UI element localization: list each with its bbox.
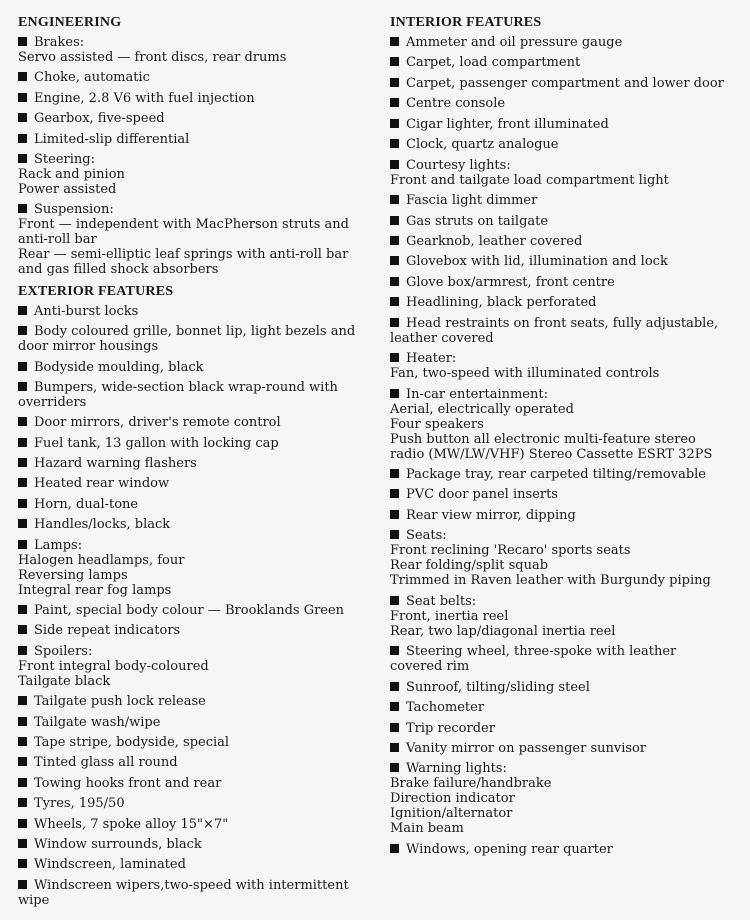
square-bullet-icon bbox=[18, 382, 27, 391]
feature-item bbox=[18, 35, 370, 65]
feature-item bbox=[390, 193, 730, 208]
feature-item bbox=[390, 35, 730, 50]
feature-item bbox=[390, 594, 730, 639]
feature-item bbox=[18, 878, 370, 908]
feature-item bbox=[390, 721, 730, 736]
feature-detail: Halogen headlamps, four bbox=[18, 552, 185, 568]
square-bullet-icon bbox=[390, 236, 399, 245]
feature-label: Fuel tank, 13 gallon with locking cap bbox=[34, 435, 279, 451]
feature-item bbox=[18, 360, 370, 375]
feature-label: Ammeter and oil pressure gauge bbox=[406, 35, 623, 50]
feature-item bbox=[18, 324, 370, 354]
feature-detail: Front — independent with MacPherson struts and anti-roll bar bbox=[18, 217, 349, 248]
feature-label: Tailgate push lock release bbox=[34, 694, 206, 710]
feature-label: Tinted glass all round bbox=[34, 755, 178, 771]
feature-label: Warning lights: bbox=[406, 761, 507, 777]
feature-detail: Rear — semi-elliptic leaf springs with anti-roll bar and gas filled shock absorbers bbox=[18, 247, 349, 278]
feature-detail: Rear, two lap/diagonal inertia reel bbox=[390, 623, 616, 639]
square-bullet-icon bbox=[390, 37, 399, 46]
feature-label: Side repeat indicators bbox=[34, 623, 181, 639]
feature-label: Horn, dual-tone bbox=[34, 496, 139, 512]
feature-detail: Push button all electronic multi-feature stereo radio (MW/LW/VHF) Stereo Cassette ESRT 32PS bbox=[390, 431, 713, 462]
feature-item bbox=[390, 254, 730, 269]
feature-label: Paint, special body colour — Brooklands Green bbox=[34, 603, 345, 619]
feature-label: Fascia light dimmer bbox=[406, 193, 538, 209]
square-bullet-icon bbox=[390, 119, 399, 128]
square-bullet-icon bbox=[390, 389, 399, 398]
feature-label: Clock, quartz analogue bbox=[406, 137, 559, 153]
feature-item bbox=[390, 644, 730, 674]
feature-detail: Four speakers bbox=[390, 416, 484, 432]
square-bullet-icon bbox=[18, 113, 27, 122]
square-bullet-icon bbox=[18, 605, 27, 614]
feature-detail: Ignition/alternator bbox=[390, 806, 513, 822]
feature-label: Choke, automatic bbox=[34, 70, 150, 86]
square-bullet-icon bbox=[390, 646, 399, 655]
feature-label: Seats: bbox=[406, 528, 447, 544]
feature-label: Courtesy lights: bbox=[406, 157, 511, 173]
feature-label: Gearknob, leather covered bbox=[406, 233, 583, 249]
square-bullet-icon bbox=[18, 72, 27, 81]
feature-item bbox=[390, 76, 730, 91]
feature-detail: Power assisted bbox=[18, 181, 117, 197]
feature-label: Sunroof, tilting/sliding steel bbox=[406, 679, 590, 695]
feature-label: Hazard warning flashers bbox=[34, 456, 197, 472]
feature-detail: Trimmed in Raven leather with Burgundy piping bbox=[390, 573, 711, 589]
square-bullet-icon bbox=[390, 318, 399, 327]
square-bullet-icon bbox=[390, 277, 399, 286]
feature-item bbox=[18, 817, 370, 832]
feature-detail: Front, inertia reel bbox=[390, 608, 509, 624]
section-engineering bbox=[18, 14, 370, 277]
right-column bbox=[390, 14, 730, 862]
feature-label: Head restraints on front seats, fully adjustable, leather covered bbox=[390, 315, 719, 346]
feature-detail: Direction indicator bbox=[390, 791, 515, 807]
feature-label: Heated rear window bbox=[34, 476, 170, 492]
feature-item bbox=[390, 234, 730, 249]
feature-detail: Front reclining 'Recaro' sports seats bbox=[390, 543, 631, 559]
feature-item bbox=[18, 644, 370, 689]
feature-item bbox=[390, 158, 730, 188]
feature-item bbox=[390, 137, 730, 152]
section-heading: EXTERIOR FEATURES bbox=[18, 283, 174, 299]
square-bullet-icon bbox=[18, 880, 27, 889]
feature-item bbox=[390, 741, 730, 756]
square-bullet-icon bbox=[18, 778, 27, 787]
square-bullet-icon bbox=[390, 160, 399, 169]
feature-item bbox=[18, 517, 370, 532]
square-bullet-icon bbox=[390, 844, 399, 853]
section-exterior-features bbox=[18, 283, 370, 908]
feature-detail: Rear folding/split squab bbox=[390, 558, 549, 574]
feature-item bbox=[390, 96, 730, 111]
square-bullet-icon bbox=[18, 859, 27, 868]
feature-item bbox=[18, 152, 370, 197]
feature-label: Rear view mirror, dipping bbox=[406, 507, 576, 523]
feature-label: Handles/locks, black bbox=[34, 517, 171, 533]
feature-item bbox=[18, 380, 370, 410]
feature-item bbox=[390, 700, 730, 715]
feature-label: Windscreen, laminated bbox=[34, 857, 186, 873]
square-bullet-icon bbox=[18, 362, 27, 371]
feature-label: Tachometer bbox=[406, 700, 485, 716]
feature-label: Gas struts on tailgate bbox=[406, 213, 549, 229]
square-bullet-icon bbox=[18, 625, 27, 634]
square-bullet-icon bbox=[18, 478, 27, 487]
feature-item bbox=[390, 467, 730, 482]
feature-item bbox=[390, 387, 730, 462]
square-bullet-icon bbox=[390, 216, 399, 225]
square-bullet-icon bbox=[390, 78, 399, 87]
square-bullet-icon bbox=[390, 98, 399, 107]
feature-label: In-car entertainment: bbox=[406, 386, 548, 402]
feature-item bbox=[390, 842, 730, 857]
square-bullet-icon bbox=[18, 839, 27, 848]
feature-label: Tyres, 195/50 bbox=[34, 796, 125, 812]
square-bullet-icon bbox=[18, 438, 27, 447]
feature-detail: Reversing lamps bbox=[18, 567, 128, 583]
feature-item bbox=[18, 715, 370, 730]
square-bullet-icon bbox=[390, 763, 399, 772]
square-bullet-icon bbox=[18, 646, 27, 655]
feature-label: Tape stripe, bodyside, special bbox=[34, 734, 230, 750]
feature-label: Centre console bbox=[406, 96, 506, 112]
square-bullet-icon bbox=[18, 696, 27, 705]
feature-item bbox=[18, 497, 370, 512]
feature-item bbox=[18, 70, 370, 85]
feature-detail: Front integral body-coloured bbox=[18, 658, 209, 674]
feature-label: Vanity mirror on passenger sunvisor bbox=[406, 740, 647, 756]
feature-label: Wheels, 7 spoke alloy 15"×7" bbox=[34, 816, 229, 832]
feature-item bbox=[390, 316, 730, 346]
feature-label: Steering wheel, three-spoke with leather covered rim bbox=[390, 644, 677, 675]
feature-item bbox=[18, 837, 370, 852]
feature-label: Gearbox, five-speed bbox=[34, 111, 165, 127]
feature-item bbox=[18, 694, 370, 709]
feature-label: Engine, 2.8 V6 with fuel injection bbox=[34, 90, 255, 106]
feature-item bbox=[18, 415, 370, 430]
feature-item bbox=[390, 295, 730, 310]
feature-item bbox=[390, 528, 730, 588]
feature-label: Spoilers: bbox=[34, 643, 93, 659]
square-bullet-icon bbox=[390, 353, 399, 362]
square-bullet-icon bbox=[390, 489, 399, 498]
section-heading: INTERIOR FEATURES bbox=[390, 15, 542, 30]
square-bullet-icon bbox=[390, 702, 399, 711]
square-bullet-icon bbox=[18, 798, 27, 807]
square-bullet-icon bbox=[390, 510, 399, 519]
feature-item bbox=[18, 538, 370, 598]
feature-label: Trip recorder bbox=[406, 720, 495, 736]
feature-label: Lamps: bbox=[34, 537, 83, 553]
feature-item bbox=[18, 202, 370, 277]
feature-label: Body coloured grille, bonnet lip, light bezels and door mirror housings bbox=[18, 324, 356, 355]
left-column bbox=[18, 14, 370, 913]
feature-item bbox=[18, 91, 370, 106]
feature-detail: Aerial, electrically operated bbox=[390, 401, 574, 417]
square-bullet-icon bbox=[18, 499, 27, 508]
feature-label: Suspension: bbox=[34, 202, 114, 218]
feature-label: Steering: bbox=[34, 151, 95, 167]
square-bullet-icon bbox=[18, 134, 27, 143]
feature-item bbox=[18, 456, 370, 471]
square-bullet-icon bbox=[18, 717, 27, 726]
square-bullet-icon bbox=[390, 469, 399, 478]
feature-detail: Integral rear fog lamps bbox=[18, 582, 172, 598]
square-bullet-icon bbox=[18, 154, 27, 163]
feature-label: Carpet, passenger compartment and lower door bbox=[406, 75, 724, 91]
feature-item bbox=[390, 117, 730, 132]
square-bullet-icon bbox=[18, 757, 27, 766]
square-bullet-icon bbox=[18, 93, 27, 102]
feature-label: Anti-burst locks bbox=[34, 303, 139, 319]
feature-item bbox=[390, 275, 730, 290]
feature-label: Seat belts: bbox=[406, 593, 477, 609]
feature-detail: Fan, two-speed with illuminated controls bbox=[390, 366, 660, 382]
square-bullet-icon bbox=[18, 540, 27, 549]
feature-item bbox=[390, 508, 730, 523]
square-bullet-icon bbox=[18, 37, 27, 46]
square-bullet-icon bbox=[390, 596, 399, 605]
square-bullet-icon bbox=[390, 256, 399, 265]
feature-item bbox=[390, 487, 730, 502]
feature-label: Tailgate wash/wipe bbox=[34, 714, 161, 730]
feature-detail: Main beam bbox=[390, 821, 464, 837]
feature-item bbox=[18, 796, 370, 811]
square-bullet-icon bbox=[390, 682, 399, 691]
feature-label: PVC door panel inserts bbox=[406, 487, 558, 503]
feature-label: Glovebox with lid, illumination and lock bbox=[406, 254, 668, 270]
feature-detail: Front and tailgate load compartment light bbox=[390, 172, 669, 188]
feature-label: Towing hooks front and rear bbox=[34, 775, 222, 791]
square-bullet-icon bbox=[18, 326, 27, 335]
feature-item bbox=[18, 623, 370, 638]
feature-label: Door mirrors, driver's remote control bbox=[34, 415, 281, 431]
square-bullet-icon bbox=[18, 819, 27, 828]
section-interior-features bbox=[390, 14, 730, 857]
square-bullet-icon bbox=[390, 57, 399, 66]
square-bullet-icon bbox=[18, 458, 27, 467]
feature-item bbox=[18, 476, 370, 491]
square-bullet-icon bbox=[390, 297, 399, 306]
square-bullet-icon bbox=[390, 723, 399, 732]
feature-item bbox=[18, 776, 370, 791]
feature-item bbox=[390, 214, 730, 229]
feature-label: Carpet, load compartment bbox=[406, 55, 581, 71]
feature-label: Cigar lighter, front illuminated bbox=[406, 116, 609, 132]
feature-item bbox=[18, 735, 370, 750]
feature-label: Brakes: bbox=[34, 35, 85, 50]
feature-label: Package tray, rear carpeted tilting/removable bbox=[406, 467, 707, 482]
feature-item bbox=[18, 132, 370, 147]
square-bullet-icon bbox=[390, 195, 399, 204]
feature-item bbox=[18, 304, 370, 319]
feature-item bbox=[390, 351, 730, 381]
feature-label: Windows, opening rear quarter bbox=[406, 841, 613, 857]
section-heading: ENGINEERING bbox=[18, 15, 122, 30]
feature-item bbox=[18, 603, 370, 618]
feature-item bbox=[18, 111, 370, 126]
square-bullet-icon bbox=[18, 306, 27, 315]
feature-item bbox=[390, 55, 730, 70]
feature-item bbox=[18, 857, 370, 872]
feature-label: Window surrounds, black bbox=[34, 836, 202, 852]
feature-detail: Servo assisted — front discs, rear drums bbox=[18, 50, 287, 65]
feature-label: Bumpers, wide-section black wrap-round with overriders bbox=[18, 379, 338, 410]
feature-label: Heater: bbox=[406, 351, 457, 367]
feature-label: Headlining, black perforated bbox=[406, 295, 597, 311]
feature-detail: Tailgate black bbox=[18, 673, 111, 689]
feature-item bbox=[18, 436, 370, 451]
feature-item bbox=[390, 680, 730, 695]
feature-label: Glove box/armrest, front centre bbox=[406, 274, 615, 290]
square-bullet-icon bbox=[390, 139, 399, 148]
feature-item bbox=[18, 755, 370, 770]
feature-item bbox=[390, 761, 730, 836]
feature-label: Bodyside moulding, black bbox=[34, 359, 204, 375]
square-bullet-icon bbox=[390, 743, 399, 752]
square-bullet-icon bbox=[18, 737, 27, 746]
square-bullet-icon bbox=[18, 417, 27, 426]
feature-detail: Rack and pinion bbox=[18, 166, 125, 182]
square-bullet-icon bbox=[390, 530, 399, 539]
feature-label: Windscreen wipers,two-speed with intermittent wipe bbox=[18, 877, 349, 908]
square-bullet-icon bbox=[18, 204, 27, 213]
square-bullet-icon bbox=[18, 519, 27, 528]
feature-detail: Brake failure/handbrake bbox=[390, 776, 552, 792]
feature-label: Limited-slip differential bbox=[34, 131, 190, 147]
